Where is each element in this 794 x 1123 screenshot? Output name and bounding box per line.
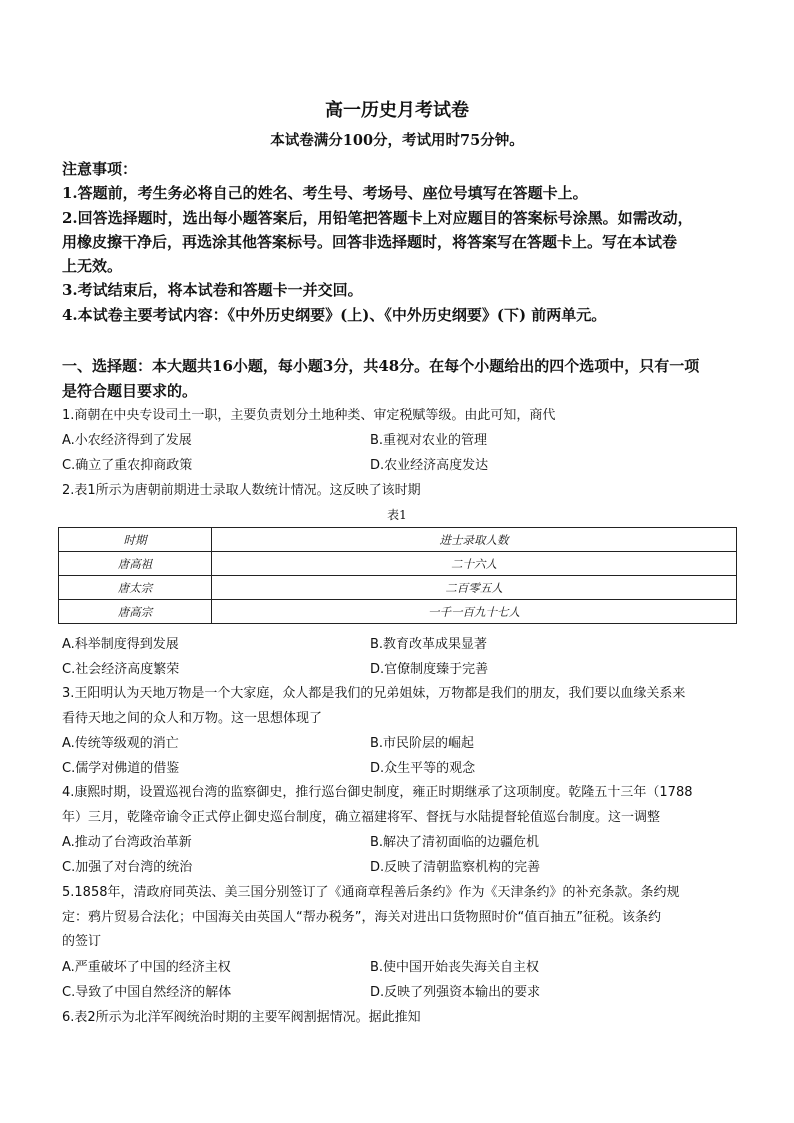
table-row (59, 552, 737, 576)
table-row (59, 576, 737, 600)
option-b: B.使中国开始丧失海关自主权 (370, 960, 540, 975)
question-3-options (62, 731, 742, 781)
notes-block (62, 157, 742, 327)
question-5-options (62, 955, 742, 1005)
question-3-stem: 3.王阳明认为天地万物是一个大家庭，众人都是我们的兄弟姐妹，万物都是我们的朋友，我们要以血缘关系来 看待天地之间的众人和万物。这一思想体现了 (62, 686, 686, 726)
table-header-cell: 进士录取人数 (212, 528, 737, 552)
table-cell: 二十六人 (212, 552, 737, 576)
table-cell: 一千一百九十七人 (212, 600, 737, 624)
table-header-row (59, 528, 737, 552)
notes-line: 4.本试卷主要考试内容：《中外历史纲要》(上)、《中外历史纲要》(下) 前两单元。 (62, 305, 607, 324)
option-d: D.众生平等的观念 (370, 761, 476, 776)
table-header-cell: 时期 (59, 528, 212, 552)
option-c: C.加强了对台湾的统治 (62, 860, 193, 875)
option-a: A.严重破坏了中国的经济主权 (62, 960, 231, 975)
option-b: B.教育改革成果显著 (370, 637, 488, 652)
table-cell: 唐高宗 (59, 600, 212, 624)
question-5-stem: 5.1858年，清政府同英法、美三国分别签订了《通商章程善后条约》作为《天津条约》的补充条款。条约规 定：鸦片贸易合法化；中国海关由英国人“帮办税务”，海关对进出口货物照时价“值百抽五”征税。该条约 的签订 (62, 885, 680, 949)
option-b: B.市民阶层的崛起 (370, 736, 475, 751)
table-cell: 唐太宗 (59, 576, 212, 600)
option-d: D.官僚制度臻于完善 (370, 662, 489, 677)
question-2-stem: 2.表1所示为唐朝前期进士录取人数统计情况。这反映了该时期 (62, 483, 421, 498)
option-b: B.重视对农业的管理 (370, 433, 488, 448)
question-6-stem: 6.表2所示为北洋军阀统治时期的主要军阀割据情况。据此推知 (62, 1010, 421, 1025)
option-c: C.社会经济高度繁荣 (62, 662, 180, 677)
option-b: B.解决了清初面临的边疆危机 (370, 835, 540, 850)
notes-line: 用橡皮擦干净后，再选涂其他答案标号。回答非选择题时，将答案写在答题卡上。写在本试卷 (62, 232, 678, 251)
option-d: D.农业经济高度发达 (370, 458, 489, 473)
table-1-caption: 表1 (387, 508, 407, 522)
section-heading: 一、选择题：本大题共16小题，每小题3分，共48分。在每个小题给出的四个选项中，只有一项 是符合题目要求的。 (62, 357, 700, 400)
question-1-options (62, 428, 742, 478)
notes-heading: 注意事项： (62, 160, 138, 178)
option-a: A.推动了台湾政治革新 (62, 835, 192, 850)
option-c: C.导致了中国自然经济的解体 (62, 985, 232, 1000)
table-cell: 唐高祖 (59, 552, 212, 576)
page-subtitle: 本试卷满分100分，考试用时75分钟。 (270, 132, 524, 149)
page-title: 高一历史月考试卷 (325, 100, 469, 121)
notes-line: 3.考试结束后，将本试卷和答题卡一并交回。 (62, 281, 363, 300)
question-2-options (62, 632, 742, 682)
option-a: A.小农经济得到了发展 (62, 433, 192, 448)
question-4-stem: 4.康熙时期，设置巡视台湾的监察御史，推行巡台御史制度，雍正时期继承了这项制度。乾隆五十三年（1788 年）三月，乾隆帝谕令正式停止御史巡台制度，确立福建将军、督抚与水陆提督轮值巡台制度。这一调整 (62, 785, 693, 825)
notes-line: 1.答题前，考生务必将自己的姓名、考生号、考场号、座位号填写在答题卡上。 (62, 184, 588, 203)
table-cell: 二百零五人 (212, 576, 737, 600)
option-d: D.反映了清朝监察机构的完善 (370, 860, 541, 875)
option-d: D.反映了列强资本输出的要求 (370, 985, 541, 1000)
notes-line: 2.回答选择题时，选出每小题答案后，用铅笔把答题卡上对应题目的答案标号涂黑。如需改动， (62, 208, 693, 227)
notes-line: 上无效。 (62, 257, 123, 276)
option-a: A.传统等级观的消亡 (62, 736, 179, 751)
option-c: C.儒学对佛道的借鉴 (62, 761, 180, 776)
question-1-stem: 1.商朝在中央专设司土一职，主要负责划分土地种类、审定税赋等级。由此可知，商代 (62, 408, 556, 423)
question-4-options (62, 830, 742, 880)
table-row (59, 600, 737, 624)
table-1 (58, 527, 737, 624)
option-a: A.科举制度得到发展 (62, 637, 179, 652)
option-c: C.确立了重农抑商政策 (62, 458, 193, 473)
